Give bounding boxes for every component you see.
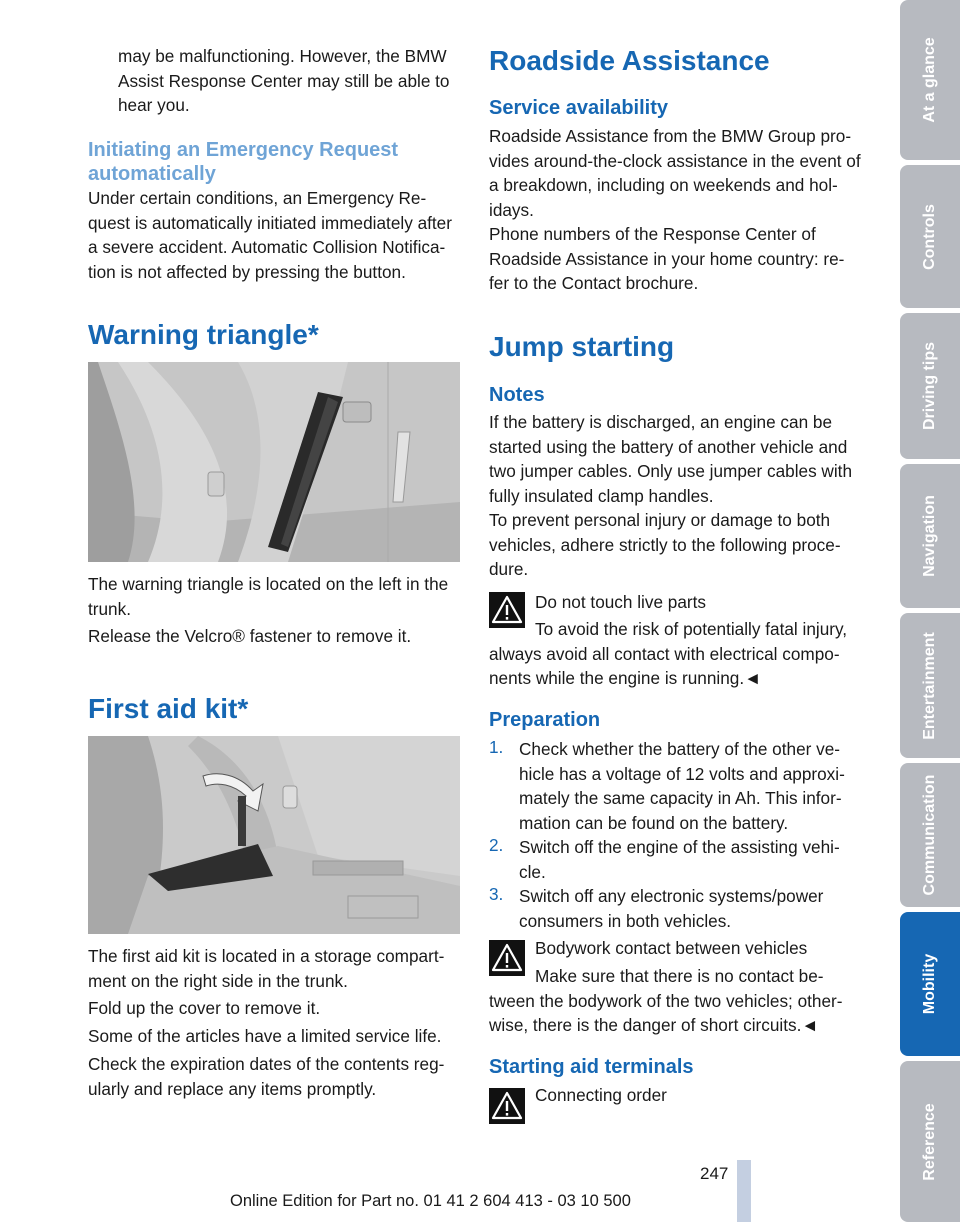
warning-triangle-photo xyxy=(88,362,460,562)
step-text: Check whether the battery of the other ve-hicle has a voltage of 12 volts and approxi-mately the same capacity in Ah. This infor-mation can be found on the battery. xyxy=(519,739,845,833)
notes-p2: To prevent personal injury or damage to both vehicles, adhere strictly to the following proce-dure. xyxy=(489,510,841,579)
tab-communication[interactable] xyxy=(900,763,960,907)
chapter-tabs xyxy=(900,0,960,1222)
first-aid-heading: First aid kit* xyxy=(88,693,249,724)
tab-label: Mobility xyxy=(921,953,938,1015)
footer-text: Online Edition for Part no. 01 41 2 604 413 - 03 10 500 xyxy=(230,1192,631,1210)
tab-label: Driving tips xyxy=(921,341,938,431)
service-heading: Service availability xyxy=(489,97,669,119)
service-p1: Roadside Assistance from the BMW Group pro-vides around-the-clock assistance in the event of a breakdown, including on weekends and hol-idays. xyxy=(489,126,861,220)
warn3-title: Connecting order xyxy=(535,1085,667,1105)
tab-label: Controls xyxy=(921,203,938,270)
warn1-title: Do not touch live parts xyxy=(535,592,707,612)
tab-entertainment[interactable] xyxy=(900,613,960,758)
tab-mobility[interactable] xyxy=(900,912,960,1056)
emergency-heading: Initiating an Emergency Request automatically xyxy=(88,139,399,185)
page-marker xyxy=(737,1160,751,1222)
emergency-text: Under certain conditions, an Emergency Re-quest is automatically initiated immediately after a severe accident. Automatic Collision Notifica-tion is not affected by pressing the button. xyxy=(88,188,452,282)
step-number: 2. xyxy=(489,835,504,855)
tab-label: Navigation xyxy=(921,495,938,577)
first-aid-p2: Fold up the cover to remove it. xyxy=(88,998,321,1018)
tab-label: Communication xyxy=(921,774,938,896)
roadside-heading: Roadside Assistance xyxy=(489,45,770,76)
tab-controls[interactable] xyxy=(900,165,960,308)
first-aid-p1: The first aid kit is located in a storage compart-ment on the right side in the trunk. xyxy=(88,946,445,991)
tab-at-a-glance[interactable] xyxy=(900,0,960,160)
warning-triangle-p1: The warning triangle is located on the left in the trunk. xyxy=(88,574,449,619)
step-number: 3. xyxy=(489,884,504,904)
step-number: 1. xyxy=(489,737,504,757)
terminals-heading: Starting aid terminals xyxy=(489,1056,694,1078)
warning-triangle-heading: Warning triangle* xyxy=(88,319,319,350)
page-number: 247 xyxy=(700,1164,729,1183)
first-aid-p3: Some of the articles have a limited service life. xyxy=(88,1026,442,1046)
service-p2: Phone numbers of the Response Center of Roadside Assistance in your home country: re-fer to the Contact brochure. xyxy=(489,224,845,293)
tab-label: Reference xyxy=(921,1102,938,1181)
prep-heading: Preparation xyxy=(489,709,601,731)
warning-triangle-p2: Release the Velcro® fastener to remove it. xyxy=(88,626,412,646)
tab-driving-tips[interactable] xyxy=(900,313,960,459)
jump-heading: Jump starting xyxy=(489,331,675,362)
warn2-title: Bodywork contact between vehicles xyxy=(535,938,808,958)
step-text: Switch off the engine of the assisting vehi-cle. xyxy=(519,837,840,882)
tab-label: At a glance xyxy=(921,37,938,123)
warning-icon xyxy=(489,1088,525,1124)
warn1-text: To avoid the risk of potentially fatal injury, always avoid all contact with electrical compo-nents while the engine is running.◄ xyxy=(489,619,848,688)
intro-text: may be malfunctioning. However, the BMW Assist Response Center may still be able to hear you. xyxy=(118,46,450,115)
tab-navigation[interactable] xyxy=(900,464,960,608)
warn2-text: Make sure that there is no contact be-tween the bodywork of the two vehicles; other-wise, there is the danger of short circuits.◄ xyxy=(489,966,843,1035)
first-aid-photo xyxy=(88,736,460,934)
tab-reference[interactable] xyxy=(900,1061,960,1222)
notes-p1: If the battery is discharged, an engine can be started using the battery of another vehicle and two jumper cables. Only use jumper cables with fully insulated clamp handles. xyxy=(489,412,853,506)
first-aid-p4: Check the expiration dates of the contents reg-ularly and replace any items promptly. xyxy=(88,1054,445,1099)
notes-heading: Notes xyxy=(489,384,545,406)
tab-label: Entertainment xyxy=(921,631,938,740)
step-text: Switch off any electronic systems/power consumers in both vehicles. xyxy=(519,886,824,931)
